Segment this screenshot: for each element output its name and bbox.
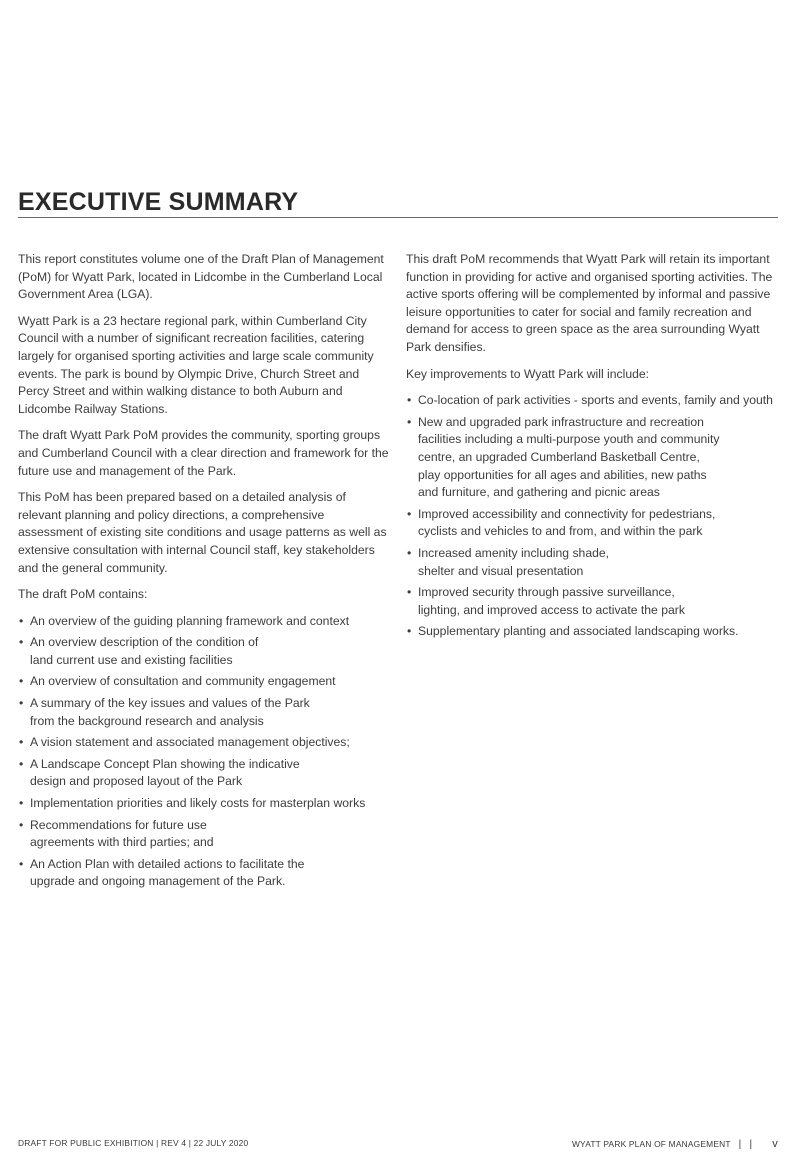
list-item: • A summary of the key issues and values of the Park from the background research and analysis <box>18 695 390 730</box>
pom-preparation-paragraph: This PoM has been prepared based on a detailed analysis of relevant planning and policy directions, a comprehensive assessment of existing site conditions and usage patterns as well as extensive consultation with internal Council staff, key stakeholders and the general community. <box>18 490 387 575</box>
list-item: • A vision statement and associated management objectives; <box>18 734 390 752</box>
list-item: • New and upgraded park infrastructure and recreation facilities including a multi-purpose youth and community centre, an upgraded Cumberland Basketball Centre, play opportunities for all ages and abilities, new paths and furniture, and gathering and picnic areas <box>406 414 786 502</box>
footer-right <box>572 1138 778 1150</box>
pom-purpose-paragraph: The draft Wyatt Park PoM provides the community, sporting groups and Cumberland Council with a clear direction and framework for the future use and management of the Park. <box>18 428 389 478</box>
list-item: • Improved security through passive surveillance, lighting, and improved access to activate the park <box>406 584 786 619</box>
list-item: • Increased amenity including shade, shelter and visual presentation <box>406 545 786 580</box>
list-item: • Improved accessibility and connectivity for pedestrians, cyclists and vehicles to and from, and within the park <box>406 506 786 541</box>
list-item: • An overview description of the condition of land current use and existing facilities <box>18 634 390 669</box>
list-item: • Recommendations for future use agreements with third parties; and <box>18 817 390 852</box>
improvements-list <box>406 392 786 641</box>
list-item: • An Action Plan with detailed actions to facilitate the upgrade and ongoing management of the Park. <box>18 856 390 891</box>
title-divider <box>18 217 778 218</box>
right-column <box>406 251 786 645</box>
footer-document-title: WYATT PARK PLAN OF MANAGEMENT <box>571 1139 731 1149</box>
recommendation-paragraph: This draft PoM recommends that Wyatt Park will retain its important function in providing for active and organised sporting activities. The active sports offering will be complemented by informal and passive leisure opportunities to cater for social and family recreation and demand for access to green space as the area surrounding Wyatt Park densifies. <box>406 252 773 354</box>
list-item: • Supplementary planting and associated landscaping works. <box>406 623 786 641</box>
contents-lead-paragraph: The draft PoM contains: <box>18 587 148 602</box>
footer-separator: | <box>738 1138 742 1150</box>
list-item: • An overview of consultation and community engagement <box>18 673 390 691</box>
list-item: • A Landscape Concept Plan showing the indicative design and proposed layout of the Park <box>18 756 390 791</box>
page-number: v <box>772 1138 778 1150</box>
list-item: • Co-location of park activities - sports and events, family and youth <box>406 392 786 410</box>
contents-list <box>18 613 390 891</box>
left-column <box>18 251 390 895</box>
list-item: • An overview of the guiding planning framework and context <box>18 613 390 631</box>
footer-revision: DRAFT FOR PUBLIC EXHIBITION | REV 4 | 22 JULY 2020 <box>18 1138 249 1148</box>
footer-separator: | <box>749 1138 753 1150</box>
intro-paragraph: This report constitutes volume one of the Draft Plan of Management (PoM) for Wyatt Park, located in Lidcombe in the Cumberland Local Government Area (LGA). <box>18 252 384 302</box>
list-item: • Implementation priorities and likely costs for masterplan works <box>18 795 390 813</box>
improvements-lead-paragraph: Key improvements to Wyatt Park will include: <box>406 366 650 381</box>
page-title: EXECUTIVE SUMMARY <box>18 188 299 216</box>
park-description-paragraph: Wyatt Park is a 23 hectare regional park, within Cumberland City Council with a number of significant recreation facilities, catering largely for organised sporting activities and large scale community events. The park is bound by Olympic Drive, Church Street and Percy Street and within walking distance to both Auburn and Lidcombe Railway Stations. <box>18 313 374 416</box>
